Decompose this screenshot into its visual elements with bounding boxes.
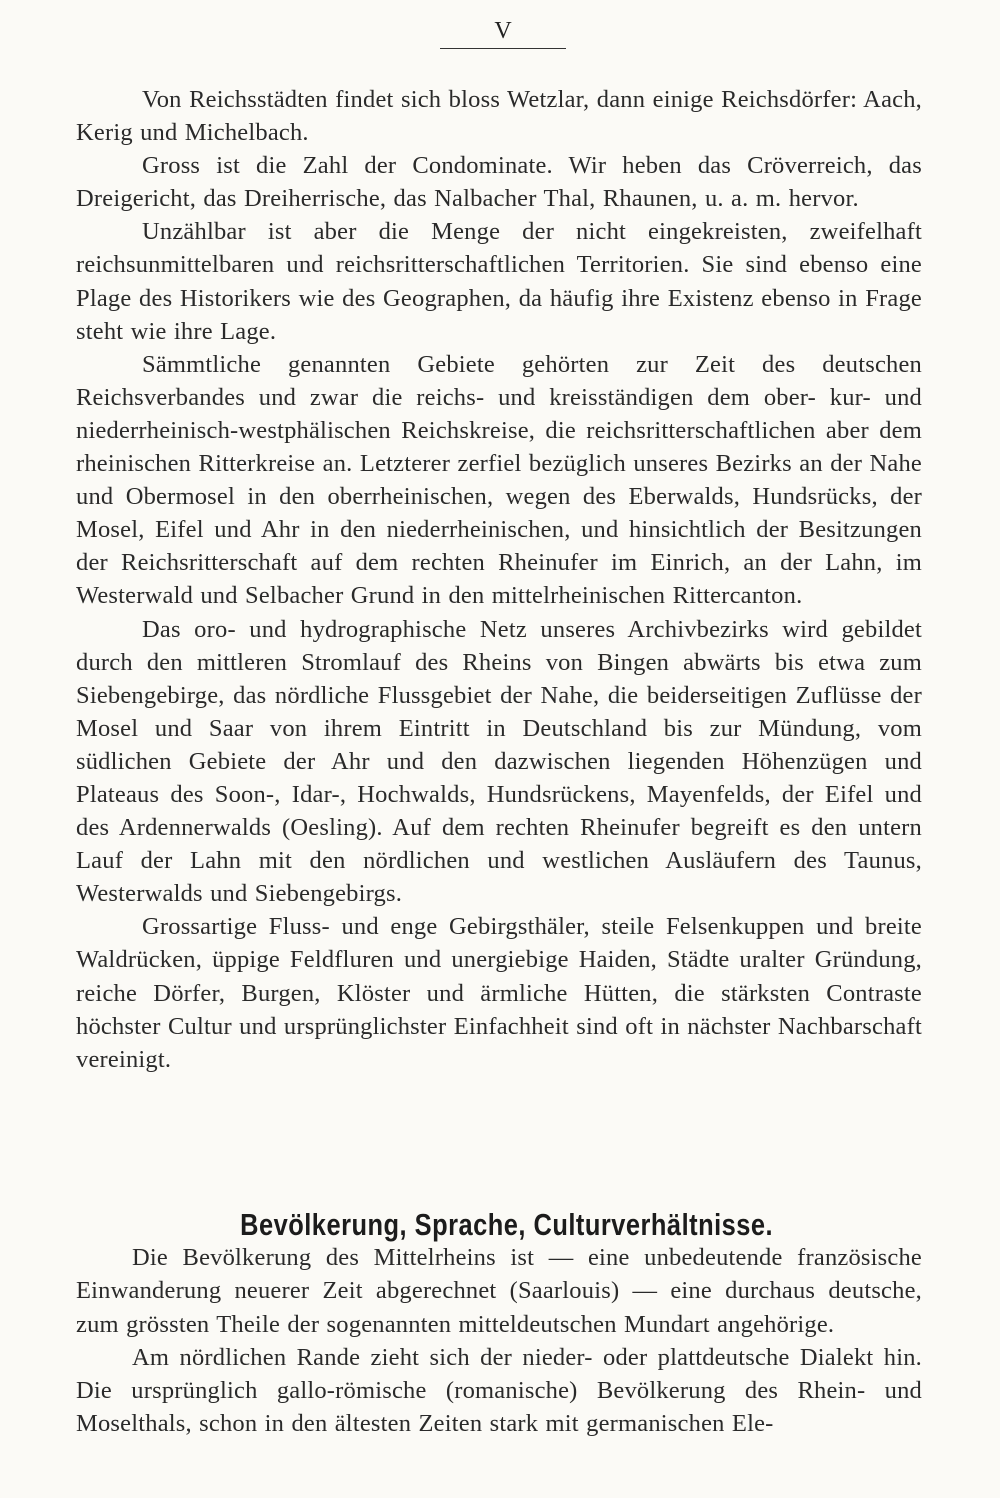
paragraph-landschaft: Grossartige Fluss- und enge Gebirgsthäler, steile Felsenkuppen und breite Waldrücken, üppige Feldfluren und unergiebige Haiden, Städte uralter Gründung, reiche Dörfer, Burgen, Klöster und ärmliche Hütten, die stärksten Contraste höchster Cultur und ursprünglichster Einfachheit sind oft in nächster Nachbarschaft vereinigt. [76,913,922,1073]
body-text [76,83,922,1076]
section-text [76,1241,922,1441]
paragraph-territorien: Unzählbar ist aber die Menge der nicht eingekreisten, zweifelhaft reichsunmittelbaren und reichsritterschaftlichen Territorien. Sie sind ebenso eine Plage des Historikers wie des Geographen, da häufig ihre Existenz ebenso in Frage steht wie ihre Lage. [76,218,922,345]
section-heading: Bevölkerung, Sprache, Culturverhältnisse. [240,1206,774,1242]
paragraph-bevoelkerung: Die Bevölkerung des Mittelrheins ist — eine unbedeutende französische Einwanderung neuerer Zeit abgerechnet (Saarlouis) — eine durchaus deutsche, zum grössten Theile der sogenannten mitteldeutschen Mundart angehörige. [76,1244,922,1338]
paragraph-reichskreise: Sämmtliche genannten Gebiete gehörten zur Zeit des deutschen Reichsverbandes und zwar die reichs- und kreisständigen dem ober- kur- und niederrheinisch-westphälischen Reichskreise, die reichsritterschaftlichen aber dem rheinischen Ritterkreise an. Letzterer zerfiel bezüglich unseres Bezirks an der Nahe und Obermosel in den oberrheinischen, wegen des Eberwalds, Hundsrücks, der Mosel, Eifel und Ahr in den niederrheinischen, und hinsichtlich der Besitzungen der Reichsritterschaft auf dem rechten Rheinufer im Einrich, an der Lahn, im Westerwald und Selbacher Grund in den mittelrheinischen Rittercanton. [76,350,922,610]
paragraph-dialekt: Am nördlichen Rande zieht sich der nieder- oder plattdeutsche Dialekt hin. Die ursprünglich gallo-römische (romanische) Bevölkerung des Rhein- und Moselthals, schon in den ältesten Zeiten stark mit germanischen Ele- [76,1343,922,1438]
paragraph-hydrographie: Das oro- und hydrographische Netz unseres Archivbezirks wird gebildet durch den mittleren Stromlauf des Rheins von Bingen abwärts bis etwa zum Siebengebirge, das nördliche Flussgebiet der Nahe, die beiderseitigen Zuflüsse der Mosel und Saar von ihrem Eintritt in Deutschland bis zur Mündung, vom südlichen Gebiete der Ahr und den dazwischen liegenden Höhenzügen und Plateaus des Soon-, Idar-, Hochwalds, Hundsrückens, Mayenfelds, der Eifel und des Ardennerwalds (Oesling). Auf dem rechten Rheinufer begreift es den untern Lauf der Lahn mit den nördlichen und westlichen Ausläufern des Taunus, Westerwalds und Siebengebirgs. [76,615,922,908]
paragraph-reichsstaedte: Von Reichsstädten findet sich bloss Wetzlar, dann einige Reichsdörfer: Aach, Kerig und Michelbach. [76,86,922,147]
page-number: V [440,16,566,49]
paragraph-condominate: Gross ist die Zahl der Condominate. Wir heben das Cröverreich, das Dreigericht, das Dreiherrische, das Nalbacher Thal, Rhaunen, u. a. m. hervor. [76,152,922,213]
